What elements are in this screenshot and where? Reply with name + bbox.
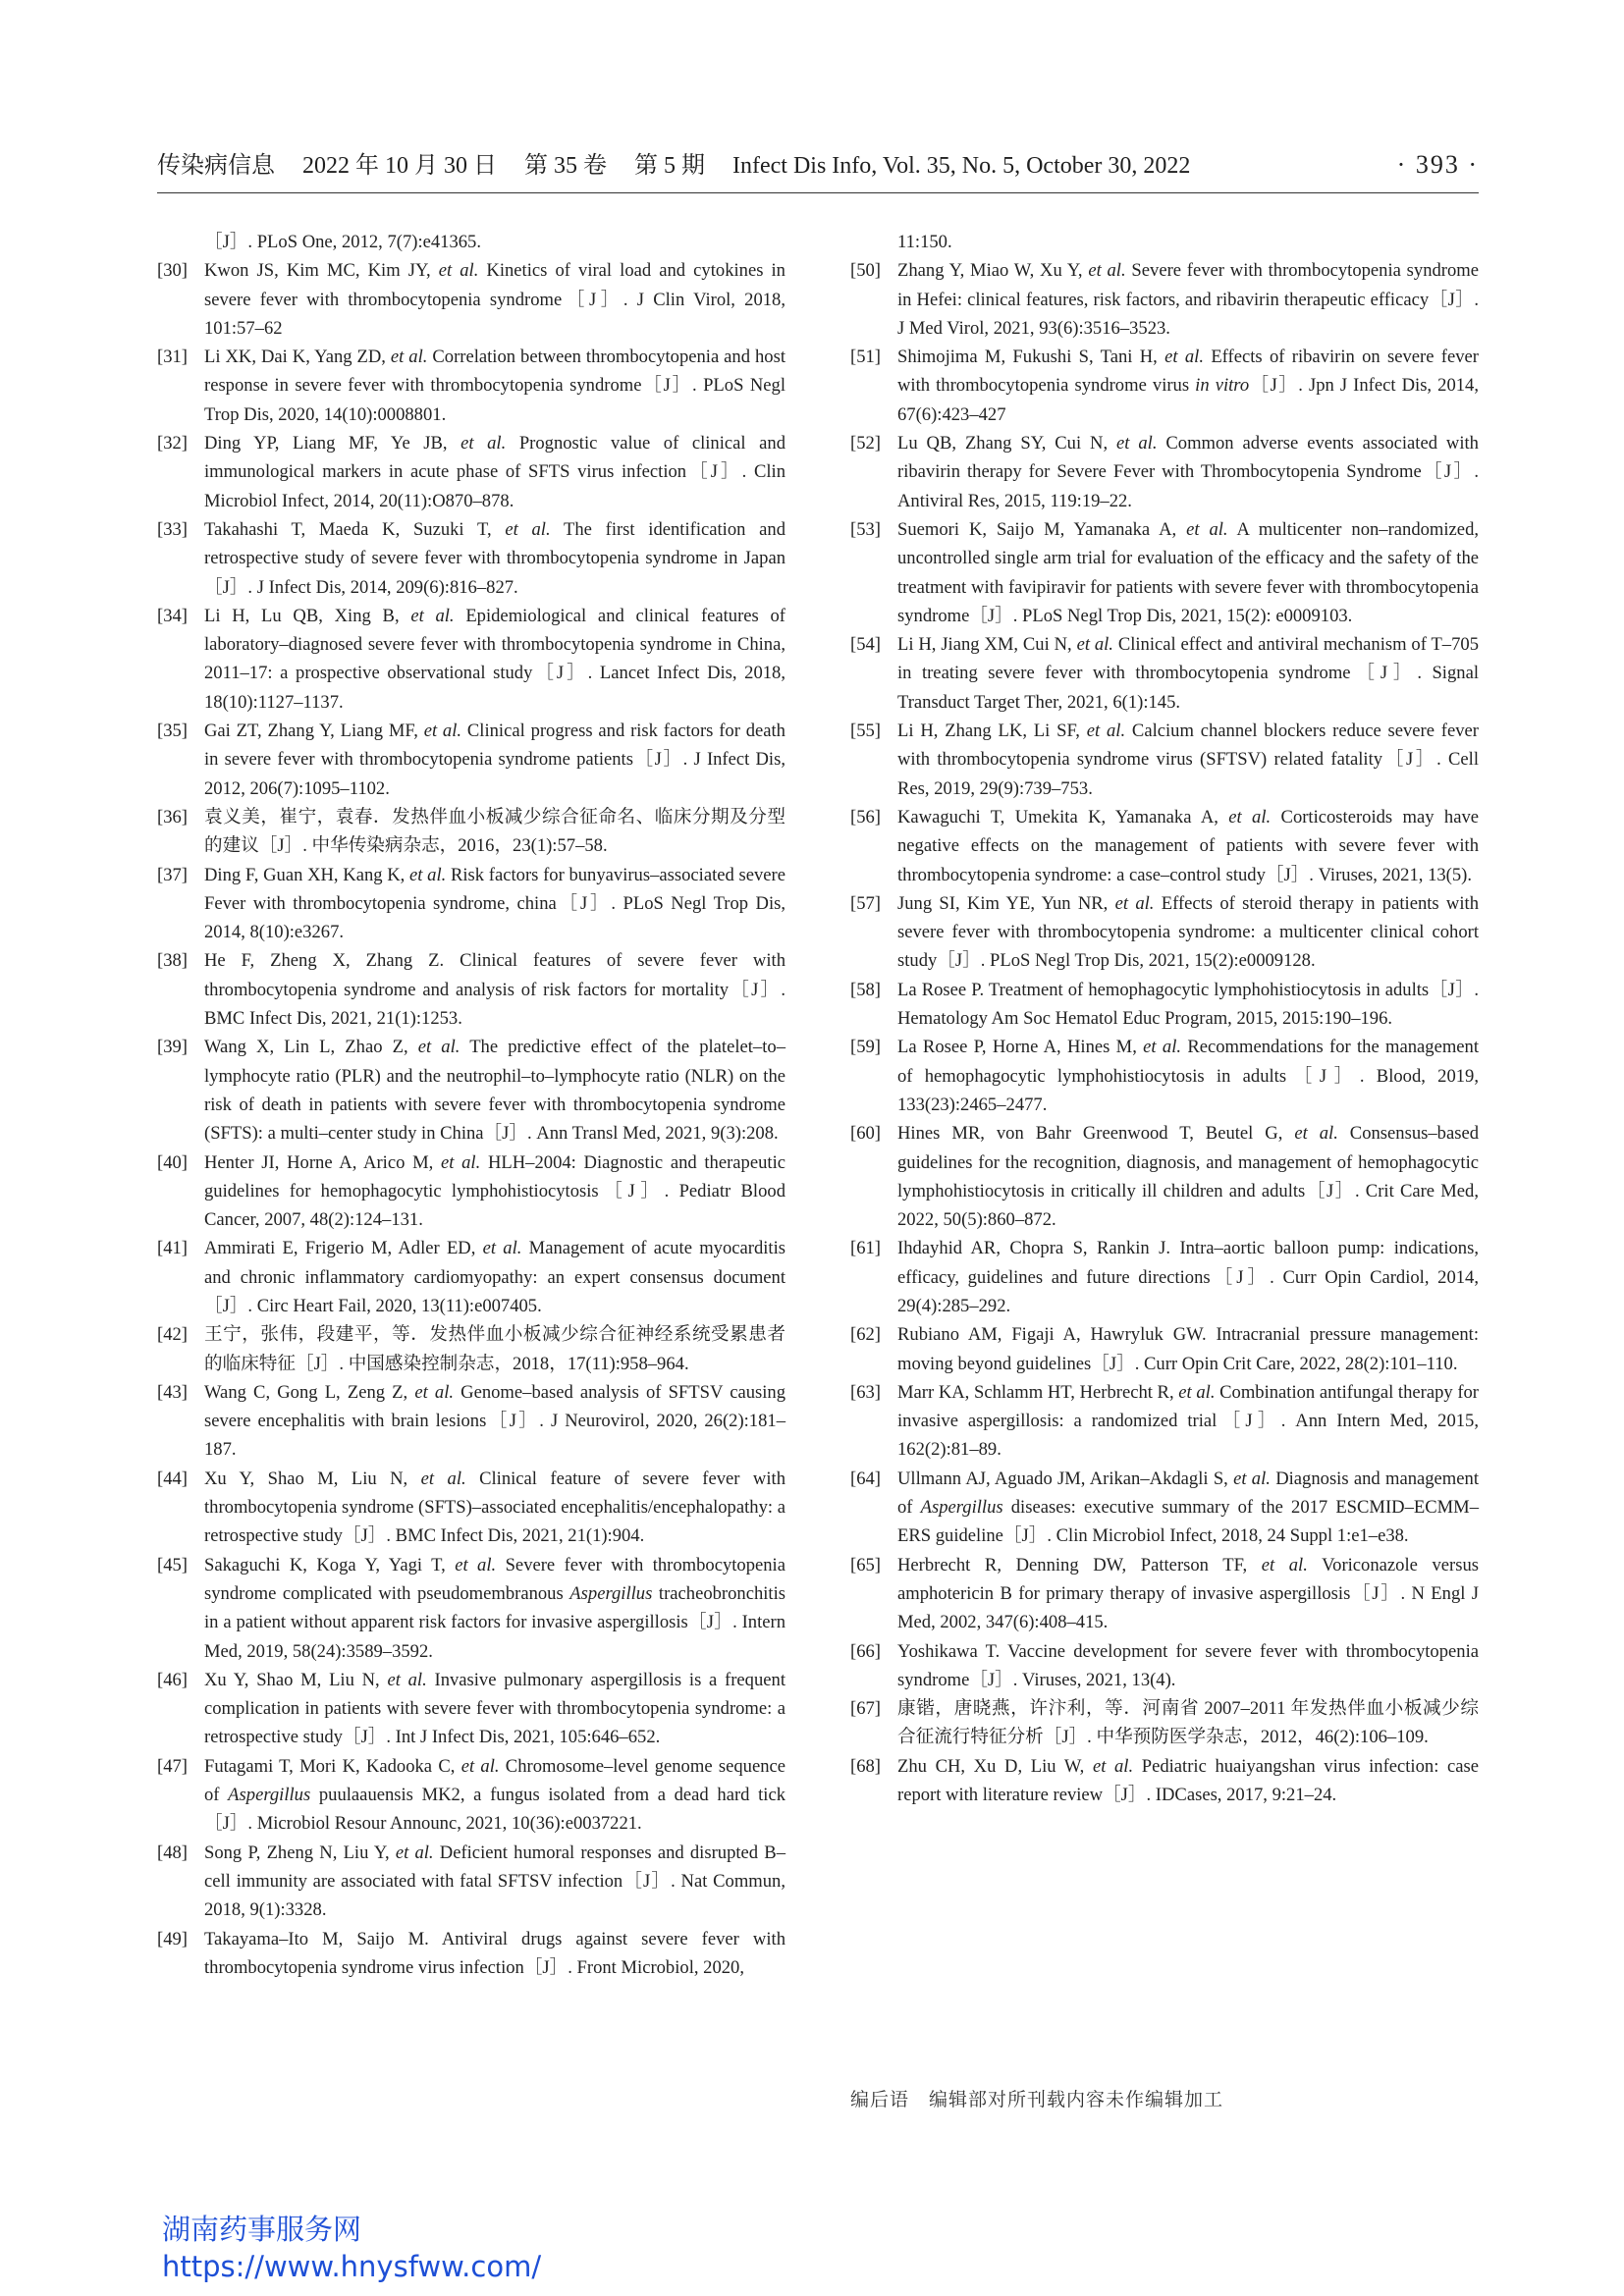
reference-number: [64] <box>850 1468 881 1489</box>
header-date-cn: 2022 年 10 月 30 日 <box>302 153 497 179</box>
reference-item <box>157 861 785 947</box>
reference-number: [56] <box>850 806 881 828</box>
reference-number: [32] <box>157 433 188 454</box>
reference-number: [36] <box>157 806 188 828</box>
reference-text: Li H, Lu QB, Xing B, et al. Epidemiological and clinical features of laboratory–diagnosed severe fever with thrombocytopenia syndrome in China, 2011–17: a prospective observational study［J］. Lancet Infect Dis, 2018, 18(10):1127–1137. <box>204 605 786 713</box>
reference-number: [51] <box>850 347 881 368</box>
reference-item <box>850 515 1479 630</box>
reference-item <box>157 343 785 429</box>
reference-number: [66] <box>850 1640 881 1662</box>
reference-item <box>850 1320 1479 1378</box>
reference-item <box>850 976 1479 1034</box>
reference-number: [63] <box>850 1381 881 1403</box>
reference-number: [30] <box>157 260 188 282</box>
reference-item <box>157 602 785 717</box>
reference-number: [68] <box>850 1755 881 1777</box>
reference-item <box>157 946 785 1033</box>
reference-number: [67] <box>850 1698 881 1720</box>
reference-item <box>157 717 785 803</box>
header-journal-cn: 传染病信息 <box>157 153 275 179</box>
reference-item <box>850 803 1479 889</box>
reference-item <box>157 1320 785 1378</box>
reference-item <box>157 1033 785 1148</box>
reference-item <box>850 1465 1479 1551</box>
reference-number: [50] <box>850 260 881 282</box>
reference-text: Ding F, Guan XH, Kang K, et al. Risk factors for bunyavirus–associated severe Fever with thrombocytopenia syndrome, china［J］. PLoS Negl Trop Dis, 2014, 8(10):e3267. <box>204 864 785 943</box>
reference-item <box>157 429 785 515</box>
reference-text: 11:150. <box>897 232 952 252</box>
reference-item <box>850 630 1479 717</box>
reference-text: 王宁，张伟，段建平，等．发热伴血小板减少综合征神经系统受累患者的临床特征［J］. 中国感染控制杂志，2018，17(11):958–964. <box>204 1324 785 1374</box>
reference-text: Takayama–Ito M, Saijo M. Antiviral drugs against severe fever with thrombocytopenia syndrome virus infection［J］. Front Microbiol, 2020, <box>204 1928 785 1978</box>
reference-number: [62] <box>850 1324 881 1346</box>
reference-continuation <box>850 228 1479 256</box>
reference-number: [60] <box>850 1123 881 1145</box>
reference-text: Xu Y, Shao M, Liu N, et al. Clinical feature of severe fever with thrombocytopenia syndrome (SFTS)–associated encephalitis/encephalopathy: a retrospective study［J］. BMC Infect Dis, 2021, 21(1):904. <box>204 1468 785 1547</box>
reference-item <box>157 1234 785 1320</box>
reference-number: [52] <box>850 433 881 454</box>
reference-text: Wang C, Gong L, Zeng Z, et al. Genome–based analysis of SFTSV causing severe encephalitis with brain lesions［J］. J Neurovirol, 2020, 26(2):181–187. <box>204 1381 785 1461</box>
reference-text: Shimojima M, Fukushi S, Tani H, et al. Effects of ribavirin on severe fever with thrombocytopenia syndrome virus in vitro［J］. Jpn J Infect Dis, 2014, 67(6):423–427 <box>897 347 1479 425</box>
reference-item <box>850 1637 1479 1695</box>
reference-text: Suemori K, Saijo M, Yamanaka A, et al. A multicenter non–randomized, uncontrolled single arm trial for evaluation of the efficacy and the safety of the treatment with favipiravir for patients with severe fever with thrombocytopenia syndrome［J］. PLoS Negl Trop Dis, 2021, 15(2): e0009103. <box>897 518 1480 626</box>
reference-text: Li H, Zhang LK, Li SF, et al. Calcium channel blockers reduce severe fever with thrombocytopenia syndrome virus (SFTSV) related fatality［J］. Cell Res, 2019, 29(9):739–753. <box>897 721 1479 799</box>
header-rule <box>157 192 1479 193</box>
reference-item <box>850 1378 1479 1465</box>
reference-text: La Rosee P, Horne A, Hines M, et al. Recommendations for the management of hemophagocytic lymphohistiocytosis in adults［J］. Blood, 2019, 133(23):2465–2477. <box>897 1037 1479 1115</box>
reference-item <box>850 1234 1479 1320</box>
reference-number: [37] <box>157 864 188 885</box>
reference-text: Takahashi T, Maeda K, Suzuki T, et al. The first identification and retrospective study of severe fever with thrombocytopenia syndrome in Japan［J］. J Infect Dis, 2014, 209(6):816–827. <box>204 518 785 598</box>
reference-text: 康锴，唐晓燕，许汴利，等．河南省 2007–2011 年发热伴血小板减少综合征流行特征分析［J］. 中华预防医学杂志，2012，46(2):106–109. <box>897 1698 1479 1748</box>
watermark-url[interactable]: https://www.hnysfww.com/ <box>162 2250 542 2283</box>
site-watermark <box>162 2211 541 2285</box>
reference-text: Rubiano AM, Figaji A, Hawryluk GW. Intracranial pressure management: moving beyond guidelines［J］. Curr Opin Crit Care, 2022, 28(2):101–110. <box>897 1324 1479 1374</box>
reference-number: [58] <box>850 979 881 1000</box>
reference-item <box>157 256 785 343</box>
reference-text: Song P, Zheng N, Liu Y, et al. Deficient humoral responses and disrupted B–cell immunity are associated with fatal SFTSV infection［J］. Nat Commun, 2018, 9(1):3328. <box>204 1842 785 1921</box>
reference-text: Futagami T, Mori K, Kadooka C, et al. Chromosome–level genome sequence of Aspergillus puulaauensis MK2, a fungus isolated from a dead hard tick［J］. Microbiol Resour Announc, 2021, 10(36):e0037221. <box>204 1755 785 1835</box>
reference-number: [41] <box>157 1238 188 1259</box>
reference-number: [39] <box>157 1037 188 1058</box>
reference-number: [49] <box>157 1928 188 1949</box>
reference-number: [33] <box>157 518 188 540</box>
reference-item <box>157 1378 785 1465</box>
reference-number: [31] <box>157 347 188 368</box>
reference-number: [47] <box>157 1755 188 1777</box>
reference-text: Marr KA, Schlamm HT, Herbrecht R, et al. Combination antifungal therapy for invasive aspergillosis: a randomized trial［J］. Ann Intern Med, 2015, 162(2):81–89. <box>897 1381 1480 1461</box>
reference-text: Herbrecht R, Denning DW, Patterson TF, et al. Voriconazole versus amphotericin B for primary therapy of invasive aspergillosis［J］. N Engl J Med, 2002, 347(6):408–415. <box>897 1554 1479 1633</box>
reference-item <box>157 1148 785 1235</box>
reference-text: Zhu CH, Xu D, Liu W, et al. Pediatric huaiyangshan virus infection: case report with literature review［J］. IDCases, 2017, 9:21–24. <box>897 1755 1479 1806</box>
reference-number: [46] <box>157 1669 188 1690</box>
reference-number: [45] <box>157 1554 188 1575</box>
reference-text: Kawaguchi T, Umekita K, Yamanaka A, et al. Corticosteroids may have negative effects on the management of patients with severe fever with thrombocytopenia syndrome: a case–control study［J］. Viruses, 2021, 13(5). <box>897 806 1479 885</box>
reference-text: Li H, Jiang XM, Cui N, et al. Clinical effect and antiviral mechanism of T–705 in treating severe fever with thrombocytopenia syndrome［J］. Signal Transduct Target Ther, 2021, 6(1):145. <box>897 634 1479 713</box>
header-volume-cn: 第 35 卷 <box>524 153 607 179</box>
reference-continuation <box>157 228 785 256</box>
reference-item <box>157 1465 785 1551</box>
reference-number: [34] <box>157 605 188 626</box>
reference-item <box>850 1551 1479 1637</box>
reference-item <box>850 1033 1479 1119</box>
reference-number: [43] <box>157 1381 188 1403</box>
reference-text: Yoshikawa T. Vaccine development for severe fever with thrombocytopenia syndrome［J］. Viruses, 2021, 13(4). <box>897 1640 1479 1690</box>
reference-text: Li XK, Dai K, Yang ZD, et al. Correlation between thrombocytopenia and host response in severe fever with thrombocytopenia syndrome［J］. PLoS Negl Trop Dis, 2020, 14(10):0008801. <box>204 347 785 425</box>
reference-number: [53] <box>850 518 881 540</box>
reference-text: Kwon JS, Kim MC, Kim JY, et al. Kinetics of viral load and cytokines in severe fever with thrombocytopenia syndrome［J］. J Clin Virol, 2018, 101:57–62 <box>204 260 785 339</box>
reference-column-right <box>850 228 1479 1809</box>
reference-text: He F, Zheng X, Zhang Z. Clinical features of severe fever with thrombocytopenia syndrome and analysis of risk factors for mortality［J］. BMC Infect Dis, 2021, 21(1):1253. <box>204 950 785 1030</box>
reference-text: Lu QB, Zhang SY, Cui N, et al. Common adverse events associated with ribavirin therapy for Severe Fever with Thrombocytopenia Syndrome［J］. Antiviral Res, 2015, 119:19–22. <box>897 433 1479 511</box>
reference-number: [57] <box>850 892 881 914</box>
reference-item <box>850 1752 1479 1810</box>
reference-item <box>157 1839 785 1925</box>
reference-number: [44] <box>157 1468 188 1489</box>
reference-number: [48] <box>157 1842 188 1863</box>
header-citation <box>157 145 1190 180</box>
reference-item <box>850 256 1479 343</box>
reference-item <box>850 343 1479 429</box>
reference-text: Hines MR, von Bahr Greenwood T, Beutel G, et al. Consensus–based guidelines for the recognition, diagnosis, and management of hemophagocytic lymphohistiocytosis in critically ill children and adults［J］. Crit Care Med, 2022, 50(5):860–872. <box>897 1123 1479 1231</box>
reference-column-left <box>157 228 785 1982</box>
reference-text: Jung SI, Kim YE, Yun NR, et al. Effects of steroid therapy in patients with severe fever with thrombocytopenia syndrome: a multicenter clinical cohort study［J］. PLoS Negl Trop Dis, 2021, 15(2):e0009128. <box>897 892 1479 972</box>
reference-number: [54] <box>850 634 881 656</box>
reference-item <box>157 1551 785 1666</box>
reference-number: [42] <box>157 1324 188 1346</box>
reference-text: ［J］. PLoS One, 2012, 7(7):e41365. <box>204 232 481 252</box>
reference-item <box>850 1119 1479 1234</box>
reference-text: Ammirati E, Frigerio M, Adler ED, et al. Management of acute myocarditis and chronic inflammatory cardiomyopathy: an expert consensus document［J］. Circ Heart Fail, 2020, 13(11):e007405. <box>204 1238 785 1316</box>
page-number: · 393 · <box>1396 150 1479 179</box>
header-journal-en: Infect Dis Info, Vol. 35, No. 5, October 30, 2022 <box>732 153 1191 179</box>
reference-text: Ihdayhid AR, Chopra S, Rankin J. Intra–aortic balloon pump: indications, efficacy, guidelines and future directions［J］. Curr Opin Cardiol, 2014, 29(4):285–292. <box>897 1238 1479 1316</box>
reference-number: [65] <box>850 1554 881 1575</box>
reference-text: Gai ZT, Zhang Y, Liang MF, et al. Clinical progress and risk factors for death in severe fever with thrombocytopenia syndrome patients［J］. J Infect Dis, 2012, 206(7):1095–1102. <box>204 721 785 799</box>
running-header <box>157 145 1479 180</box>
reference-item <box>157 803 785 861</box>
reference-item <box>850 889 1479 976</box>
reference-text: 袁义美，崔宁，袁春．发热伴血小板减少综合征命名、临床分期及分型的建议［J］. 中华传染病杂志，2016，23(1):57–58. <box>204 806 785 857</box>
reference-item <box>850 1694 1479 1752</box>
reference-text: Xu Y, Shao M, Liu N, et al. Invasive pulmonary aspergillosis is a frequent complication in patients with severe fever with thrombocytopenia syndrome: a retrospective study［J］. Int J Infect Dis, 2021, 105:646–652. <box>204 1669 785 1748</box>
watermark-site-name: 湖南药事服务网 <box>162 2213 362 2246</box>
reference-number: [61] <box>850 1238 881 1259</box>
reference-item <box>157 1666 785 1752</box>
header-issue-cn: 第 5 期 <box>634 153 705 179</box>
reference-number: [35] <box>157 721 188 742</box>
reference-text: Henter JI, Horne A, Arico M, et al. HLH–2004: Diagnostic and therapeutic guidelines for hemophagocytic lymphohistiocytosis［J］. Pediatr Blood Cancer, 2007, 48(2):124–131. <box>204 1151 785 1231</box>
reference-item <box>157 1925 785 1983</box>
reference-text: Ding YP, Liang MF, Ye JB, et al. Prognostic value of clinical and immunological markers in acute phase of SFTS virus infection［J］. Clin Microbiol Infect, 2014, 20(11):O870–878. <box>204 433 785 511</box>
reference-number: [40] <box>157 1151 188 1173</box>
reference-item <box>157 1752 785 1839</box>
reference-item <box>157 515 785 602</box>
reference-text: Wang X, Lin L, Zhao Z, et al. The predictive effect of the platelet–to–lymphocyte ratio (PLR) and the neutrophil–to–lymphocyte ratio (NLR) on the risk of death in patients with severe fever with thrombocytopenia syndrome (SFTS): a multi–center study in China［J］. Ann Transl Med, 2021, 9(3):208. <box>204 1037 785 1145</box>
reference-number: [59] <box>850 1037 881 1058</box>
editor-note: 编后语 编辑部对所刊载内容未作编辑加工 <box>850 2090 1224 2110</box>
reference-text: Sakaguchi K, Koga Y, Yagi T, et al. Severe fever with thrombocytopenia syndrome complicated with pseudomembranous Aspergillus tracheobronchitis in a patient without apparent risk factors for invasive aspergillosis［J］. Intern Med, 2019, 58(24):3589–3592. <box>204 1554 785 1662</box>
reference-item <box>850 429 1479 515</box>
reference-number: [55] <box>850 721 881 742</box>
reference-item <box>850 717 1479 803</box>
reference-text: Zhang Y, Miao W, Xu Y, et al. Severe fever with thrombocytopenia syndrome in Hefei: clinical features, risk factors, and ribavirin therapeutic efficacy［J］. J Med Virol, 2021, 93(6):3516–3523. <box>897 260 1480 339</box>
reference-number: [38] <box>157 950 188 972</box>
reference-text: Ullmann AJ, Aguado JM, Arikan–Akdagli S, et al. Diagnosis and management of Aspergillus diseases: executive summary of the 2017 ESCMID–ECMM–ERS guideline［J］. Clin Microbiol Infect, 2018, 24 Suppl 1:e1–e38. <box>897 1468 1479 1547</box>
reference-text: La Rosee P. Treatment of hemophagocytic lymphohistiocytosis in adults［J］. Hematology Am Soc Hematol Educ Program, 2015, 2015:190–196. <box>897 979 1479 1030</box>
